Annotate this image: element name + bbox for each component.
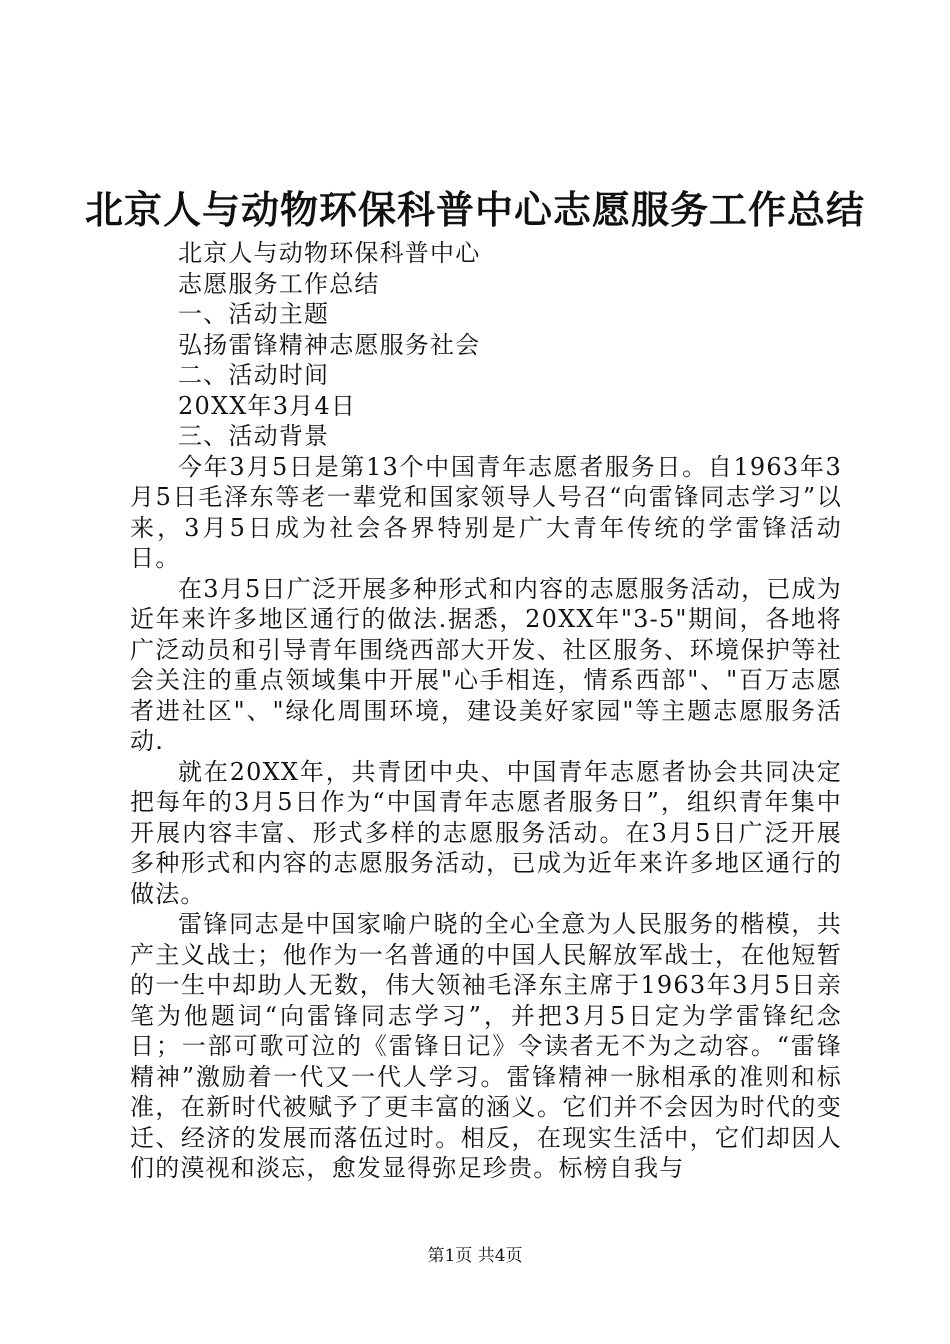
page-footer: 第1页 共4页 xyxy=(427,1246,523,1266)
document-title: 北京人与动物环保科普中心志愿服务工作总结 xyxy=(84,187,865,232)
section-heading-time: 二、活动时间 xyxy=(178,361,330,389)
section-heading-theme: 一、活动主题 xyxy=(178,300,330,328)
paragraph-4: 雷锋同志是中国家喻户晓的全心全意为人民服务的楷模，共产主义战士；他作为一名普通的中国人民解放军战士，在他短暂的一生中却助人无数，伟大领袖毛泽东主席于1963年3月5日亲笔为他题词“向雷锋同志学习”，并把3月5日定为学雷锋纪念日；一部可歌可泣的《雷锋日记》令读者无不为之动容。“雷锋精神”激励着一代又一代人学习。雷锋精神一脉相承的准则和标准，在新时代被赋予了更丰富的涵义。它们并不会因为时代的变迁、经济的发展而落伍过时。相反，在现实生活中，它们却因人们的漠视和淡忘，愈发显得弥足珍贵。标榜自我与 xyxy=(130,910,842,1182)
subtitle-line-1: 北京人与动物环保科普中心 xyxy=(178,239,481,267)
subtitle-line-2: 志愿服务工作总结 xyxy=(178,269,380,298)
paragraph-3: 就在20XX年，共青团中央、中国青年志愿者协会共同决定把每年的3月5日作为“中国青年志愿者服务日”，组织青年集中开展内容丰富、形式多样的志愿服务活动。在3月5日广泛开展多种形式和内容的志愿服务活动，已成为近年来许多地区通行的做法。 xyxy=(130,757,842,908)
document-body xyxy=(130,238,842,1184)
paragraph-1: 今年3月5日是第13个中国青年志愿者服务日。自1963年3月5日毛泽东等老一辈党和国家领导人号召“向雷锋同志学习”以来，3月5日成为社会各界特别是广大青年传统的学雷锋活动日。 xyxy=(130,452,842,572)
section-heading-background: 三、活动背景 xyxy=(178,422,330,450)
paragraph-2: 在3月5日广泛开展多种形式和内容的志愿服务活动，已成为近年来许多地区通行的做法.据悉，20XX年"3-5"期间，各地将广泛动员和引导青年围绕西部大开发、社区服务、环境保护等社会关注的重点领域集中开展"心手相连，情系西部"、"百万志愿者进社区"、"绿化周围环境，建设美好家园"等主题志愿服务活动. xyxy=(130,574,842,755)
theme-text: 弘扬雷锋精神志愿服务社会 xyxy=(178,330,481,359)
time-text: 20XX年3月4日 xyxy=(178,391,357,420)
